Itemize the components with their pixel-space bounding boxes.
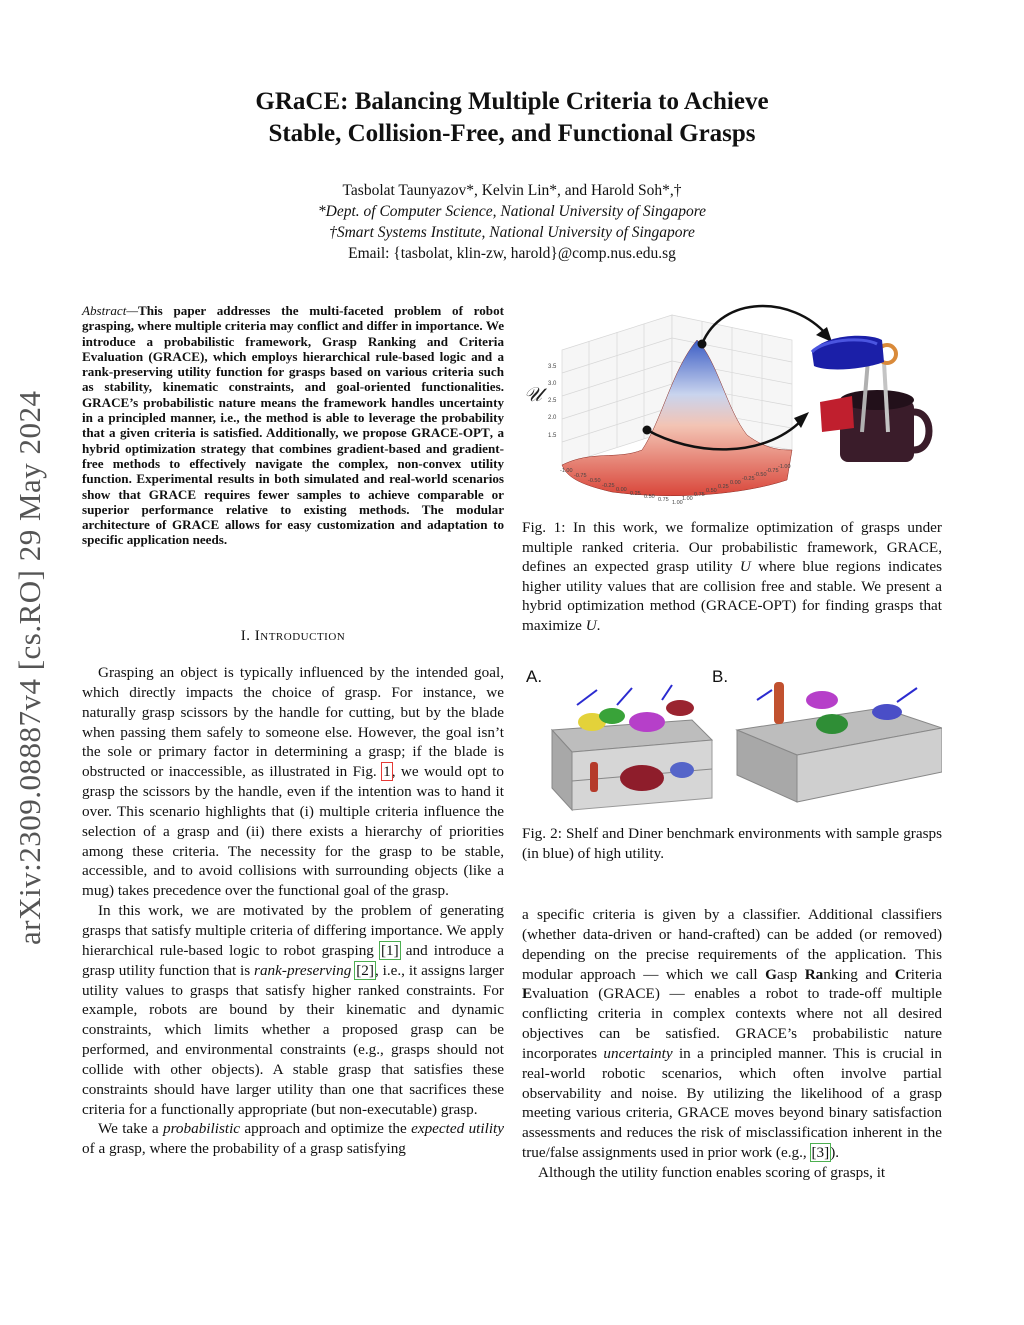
figure-1-utility-plot: [522, 300, 942, 505]
x-tick: 0.50: [644, 494, 655, 500]
affiliation-2: †Smart Systems Institute, National University of Singapore: [329, 224, 695, 241]
intro-body: [82, 663, 504, 1159]
y-tick: -1.00: [778, 464, 791, 470]
affiliation-1: *Dept. of Computer Science, National University of Singapore: [317, 203, 707, 220]
x-tick: 0.25: [630, 491, 641, 497]
intro-paragraph-3: We take a probabilistic approach and optimize the expected utility of a grasp, where the probability of a grasp satisfying: [82, 1120, 505, 1158]
y-tick: 0.00: [730, 480, 741, 486]
y-tick: -0.50: [754, 472, 767, 478]
citation-link-2[interactable]: [2]: [356, 961, 374, 979]
abstract: Abstract—This paper addresses the multi-faceted problem of robot grasping, where multiple criteria may conflict and differ in importance. We introduce a probabilistic framework, Grasp Ranking and Criteria Evaluation (GRACE), which employs hierarchical rule-based logic and a rank-preserving utility function for grasps based on various criteria such as stability, kinematic constraints, and goal-oriented functionalities. GRACE’s probabilistic nature means the framework handles uncertainty in a principled manner, i.e., the method is able to leverage the probability that a given criteria is satisfied. Additionally, we propose GRACE-OPT, a hybrid optimization strategy that combines gradient-based and gradient-free methods to effectively navigate the complex, non-convex utility function. Experimental results in both simulated and real-world scenarios show that GRACE requires fewer samples to achieve comparable or superior performance relative to existing methods. The modular architecture of GRACE allows for easy customization and adaptation to specific application needs.: [82, 303, 504, 548]
x-tick: 0.00: [616, 487, 627, 493]
z-tick: 2.0: [548, 415, 557, 421]
utility-axis-label: 𝒰: [524, 384, 542, 406]
author-email: Email: {tasbolat, klin-zw, harold}@comp.nus.edu.sg: [348, 245, 676, 262]
x-tick: -0.75: [574, 473, 587, 479]
x-tick: -0.50: [588, 478, 601, 484]
title-line-2: Stable, Collision-Free, and Functional Grasps: [268, 120, 756, 147]
diner-environment: [712, 667, 942, 802]
y-tick: 0.75: [694, 492, 705, 498]
z-tick-labels: [548, 364, 557, 439]
section-heading: I. Introduction: [240, 628, 346, 644]
abstract-label: Abstract—: [82, 303, 139, 318]
gripper-illustration: [812, 336, 884, 370]
author-names: Tasbolat Taunyazov*, Kelvin Lin*, and Harold Soh*,†: [342, 182, 682, 199]
z-tick: 2.5: [548, 398, 557, 404]
figure-2-caption: Fig. 2: Shelf and Diner benchmark environments with sample grasps (in blue) of high utility.: [522, 825, 942, 862]
x-tick: -0.25: [602, 483, 615, 489]
z-tick: 1.5: [548, 433, 557, 439]
arxiv-identifier: arXiv:2309.08887v4 [cs.RO] 29 May 2024: [12, 390, 47, 945]
x-tick: 0.75: [658, 497, 669, 503]
z-tick: 3.0: [548, 381, 557, 387]
figure-1-caption: Fig. 1: In this work, we formalize optimization of grasps under multiple ranked criteria. Our probabilistic framework, GRACE, defines an expected grasp utility U where blue regions indicates higher utility values that are collision free and stable. We present a hybrid optimization method (GRACE-OPT) for finding grasps that maximize U.: [522, 519, 942, 634]
y-tick: 0.50: [706, 488, 717, 494]
right-column-body: [522, 905, 942, 1183]
panel-label-b: B.: [712, 667, 729, 686]
y-tick: 0.25: [718, 484, 729, 490]
y-tick: -0.75: [766, 468, 779, 474]
x-tick: -1.00: [560, 468, 573, 474]
author-block: [0, 180, 1024, 264]
figure-1-link[interactable]: 1: [383, 763, 391, 781]
z-tick: 3.5: [548, 364, 557, 370]
intro-paragraph-1: Grasping an object is typically influenced by the intended goal, which directly impacts the choice of grasp. For instance, we naturally grasp scissors by the handle for cutting, but by the blade when passing them safely to someone else. However, the goal isn’t the sole or primary factor in determining a grasp; if the blade is obstructed or inaccessible, as illustrated in Fig. 1, we would opt to grasp the scissors by the handle, even if the intention was to hand it over. This scenario highlights that (i) multiple criteria influence the selection of a grasp and (ii) there exists a hierarchy of priorities among these criteria. The necessity for the grasp to be stable, accessible, and to avoid collisions with surrounding objects (like a mug) takes precedence over the functional goal of the grasp.: [82, 664, 504, 900]
title-line-1: GRaCE: Balancing Multiple Criteria to Achieve: [255, 88, 769, 115]
citation-link-3[interactable]: [3]: [811, 1144, 830, 1162]
y-tick: -0.25: [742, 476, 755, 482]
y-tick: 1.00: [682, 496, 693, 502]
right-paragraph-2: Although the utility function enables scoring of grasps, it: [538, 1163, 886, 1181]
mug-illustration: [820, 390, 929, 462]
panel-label-a: A.: [526, 667, 543, 686]
intro-paragraph-2: In this work, we are motivated by the problem of generating grasps that satisfy multiple criteria of differing importance. We apply hierarchical rule-based logic to robot grasping [1] and introduce a grasp utility function that is rank-preserving [2], i.e., it assigns larger utility values to grasps that satisfy higher ranked constraints. For example, robots are bound by their kinematic and dynamic constraints, which limits whether a proposed grasp can be performed, and environmental constraints (e.g., grasps should not collide with other objects). A stable grasp that satisfies these constraints should have larger utility than one that sacrifices these criteria for a functionally appropriate (but non-executable) grasp.: [82, 902, 505, 1118]
right-paragraph-1: a specific criteria is given by a classifier. Additional classifiers (whether data-driven or hand-crafted) can be added (or removed) depending on the precise requirements of the application. This modular approach — which we call Gasp Ranking and Criteria Evaluation (GRACE) — enables a robot to trade-off multiple conflicting criteria in complex contexts where not all desired objectives can be satisfied. GRACE’s probabilistic nature incorporates uncertainty in a principled manner. This is crucial in real-world robotic scenarios, which often involve partial observability and noise. By utilizing the likelihood of a grasp meeting various criteria, GRACE moves beyond binary satisfaction assessments and reduces the risk of misclassification inherent in the true/false assignments used in prior work (e.g., [3]).: [522, 906, 943, 1162]
citation-link-1[interactable]: [1]: [380, 941, 399, 959]
figure-2-benchmark-environments: [522, 660, 942, 818]
paper-title: [0, 86, 1024, 150]
shelf-environment: [526, 667, 712, 810]
x-tick: 1.00: [672, 500, 683, 505]
